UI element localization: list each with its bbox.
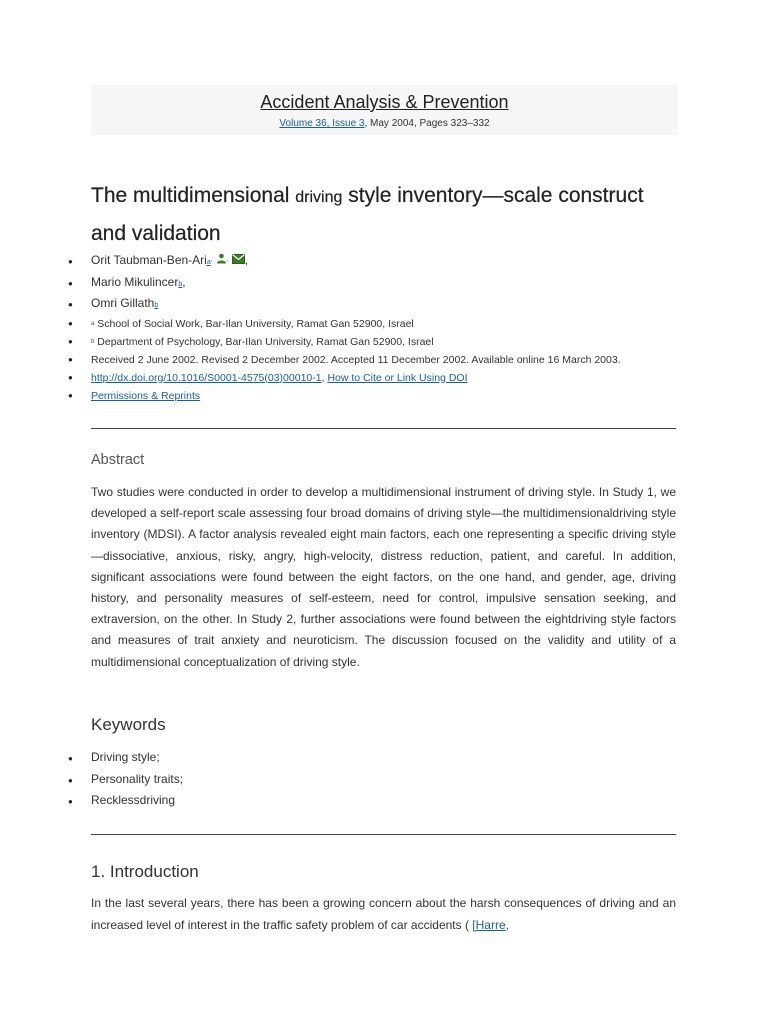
bullet: ● bbox=[68, 300, 73, 309]
cite-link[interactable]: How to Cite or Link Using DOI bbox=[327, 371, 468, 384]
permissions-link[interactable]: Permissions & Reprints bbox=[91, 389, 201, 402]
affiliation-link[interactable]: a bbox=[206, 259, 211, 266]
journal-meta bbox=[91, 117, 678, 130]
author-item bbox=[0, 293, 768, 315]
affiliation-text: School of Social Work, Bar-Ilan University, Ramat Gan 52900, Israel bbox=[97, 317, 414, 330]
keyword-item bbox=[0, 769, 768, 791]
reference-link[interactable]: [Harre, bbox=[472, 917, 509, 932]
bullet: ● bbox=[68, 257, 73, 266]
keyword-item bbox=[0, 790, 768, 812]
doi-separator: , bbox=[321, 371, 328, 384]
author-name: Orit Taubman-Ben-Ari bbox=[91, 253, 207, 267]
author-separator: , bbox=[244, 253, 249, 267]
author-item bbox=[0, 250, 768, 272]
doi-link[interactable]: http://dx.doi.org/10.1016/S0001-4575(03)00010-1 bbox=[91, 371, 322, 384]
doi-item bbox=[0, 369, 768, 387]
author-name: Mario Mikulincer bbox=[91, 274, 179, 289]
keyword-text: Personality traits; bbox=[91, 771, 184, 786]
article-title-part2: driving bbox=[295, 189, 343, 206]
separator-dot: , bbox=[226, 257, 229, 264]
author-name: Omri Gillath bbox=[91, 296, 155, 310]
bullet: ● bbox=[68, 754, 73, 763]
author-item bbox=[0, 272, 768, 294]
affiliation-item bbox=[0, 333, 768, 351]
introduction-body: In the last several years, there has been a growing concern about the harsh consequences of driving and an increased level of interest in the traffic safety problem of car accidents ( bbox=[91, 896, 676, 932]
bullet: ● bbox=[68, 372, 73, 382]
section-divider bbox=[91, 834, 676, 835]
keyword-text: Driving style; bbox=[91, 750, 160, 764]
introduction-text bbox=[91, 893, 676, 936]
volume-issue-link[interactable]: Volume 36, Issue 3 bbox=[279, 118, 365, 129]
permissions-item bbox=[0, 387, 768, 405]
date-pages: , May 2004, Pages 323–332 bbox=[364, 118, 490, 129]
article-title-part1: The multidimensional bbox=[91, 184, 296, 207]
separator-dot: , bbox=[210, 257, 213, 264]
keywords-list bbox=[0, 747, 768, 812]
bullet: ● bbox=[68, 775, 73, 785]
bullet: ● bbox=[68, 354, 73, 364]
article-history: Received 2 June 2002. Revised 2 December 2002. Accepted 11 December 2002. Available online 16 March 2003. bbox=[91, 353, 621, 366]
bullet: ● bbox=[68, 278, 73, 288]
abstract-text: Two studies were conducted in order to develop a multidimensional instrument of driving style. In Study 1, we developed a self-report scale assessing four broad domains of driving style—the multidimensionaldriving style inventory (MDSI). A factor analysis revealed eight main factors, each one representing a specific driving style—dissociative, anxious, risky, angry, high-velocity, distress reduction, patient, and careful. In addition, significant associations were found between the eight factors, on the one hand, and gender, age, driving history, and personality measures of self-esteem, need for control, impulsive sensation seeking, and extraversion, on the other. In Study 2, further associations were found between the eightdriving style factors and measures of trait anxiety and neuroticism. The discussion focused on the validity and utility of a multidimensional conceptualization of driving style. bbox=[91, 485, 676, 669]
affiliation-link[interactable]: b bbox=[154, 302, 159, 309]
mail-icon[interactable] bbox=[232, 250, 245, 272]
affiliation-marker: b bbox=[91, 338, 95, 345]
abstract-heading: Abstract bbox=[91, 452, 145, 468]
article-title-part3: style inventory—scale construct and validation bbox=[91, 184, 644, 245]
keyword-item bbox=[0, 747, 768, 769]
bullet: ● bbox=[68, 797, 73, 806]
affiliation-item bbox=[0, 315, 768, 333]
affiliation-text: Department of Psychology, Bar-Ilan University, Ramat Gan 52900, Israel bbox=[97, 335, 434, 348]
keywords-heading: Keywords bbox=[91, 715, 166, 734]
bullet: ● bbox=[68, 318, 73, 328]
bullet: ● bbox=[68, 336, 73, 346]
article-title bbox=[91, 178, 681, 252]
person-icon[interactable] bbox=[216, 250, 227, 272]
introduction-heading: 1. Introduction bbox=[91, 862, 199, 881]
section-divider bbox=[91, 428, 676, 429]
affiliation-marker: a bbox=[91, 320, 95, 327]
article-meta-list bbox=[0, 250, 768, 405]
journal-title-link[interactable]: Accident Analysis & Prevention bbox=[260, 92, 509, 112]
author-separator: , bbox=[182, 274, 186, 289]
keyword-text: Recklessdriving bbox=[91, 793, 176, 807]
bullet: ● bbox=[68, 390, 73, 400]
journal-header bbox=[91, 85, 678, 135]
history-item bbox=[0, 351, 768, 369]
affiliation-link[interactable]: b bbox=[178, 280, 183, 288]
